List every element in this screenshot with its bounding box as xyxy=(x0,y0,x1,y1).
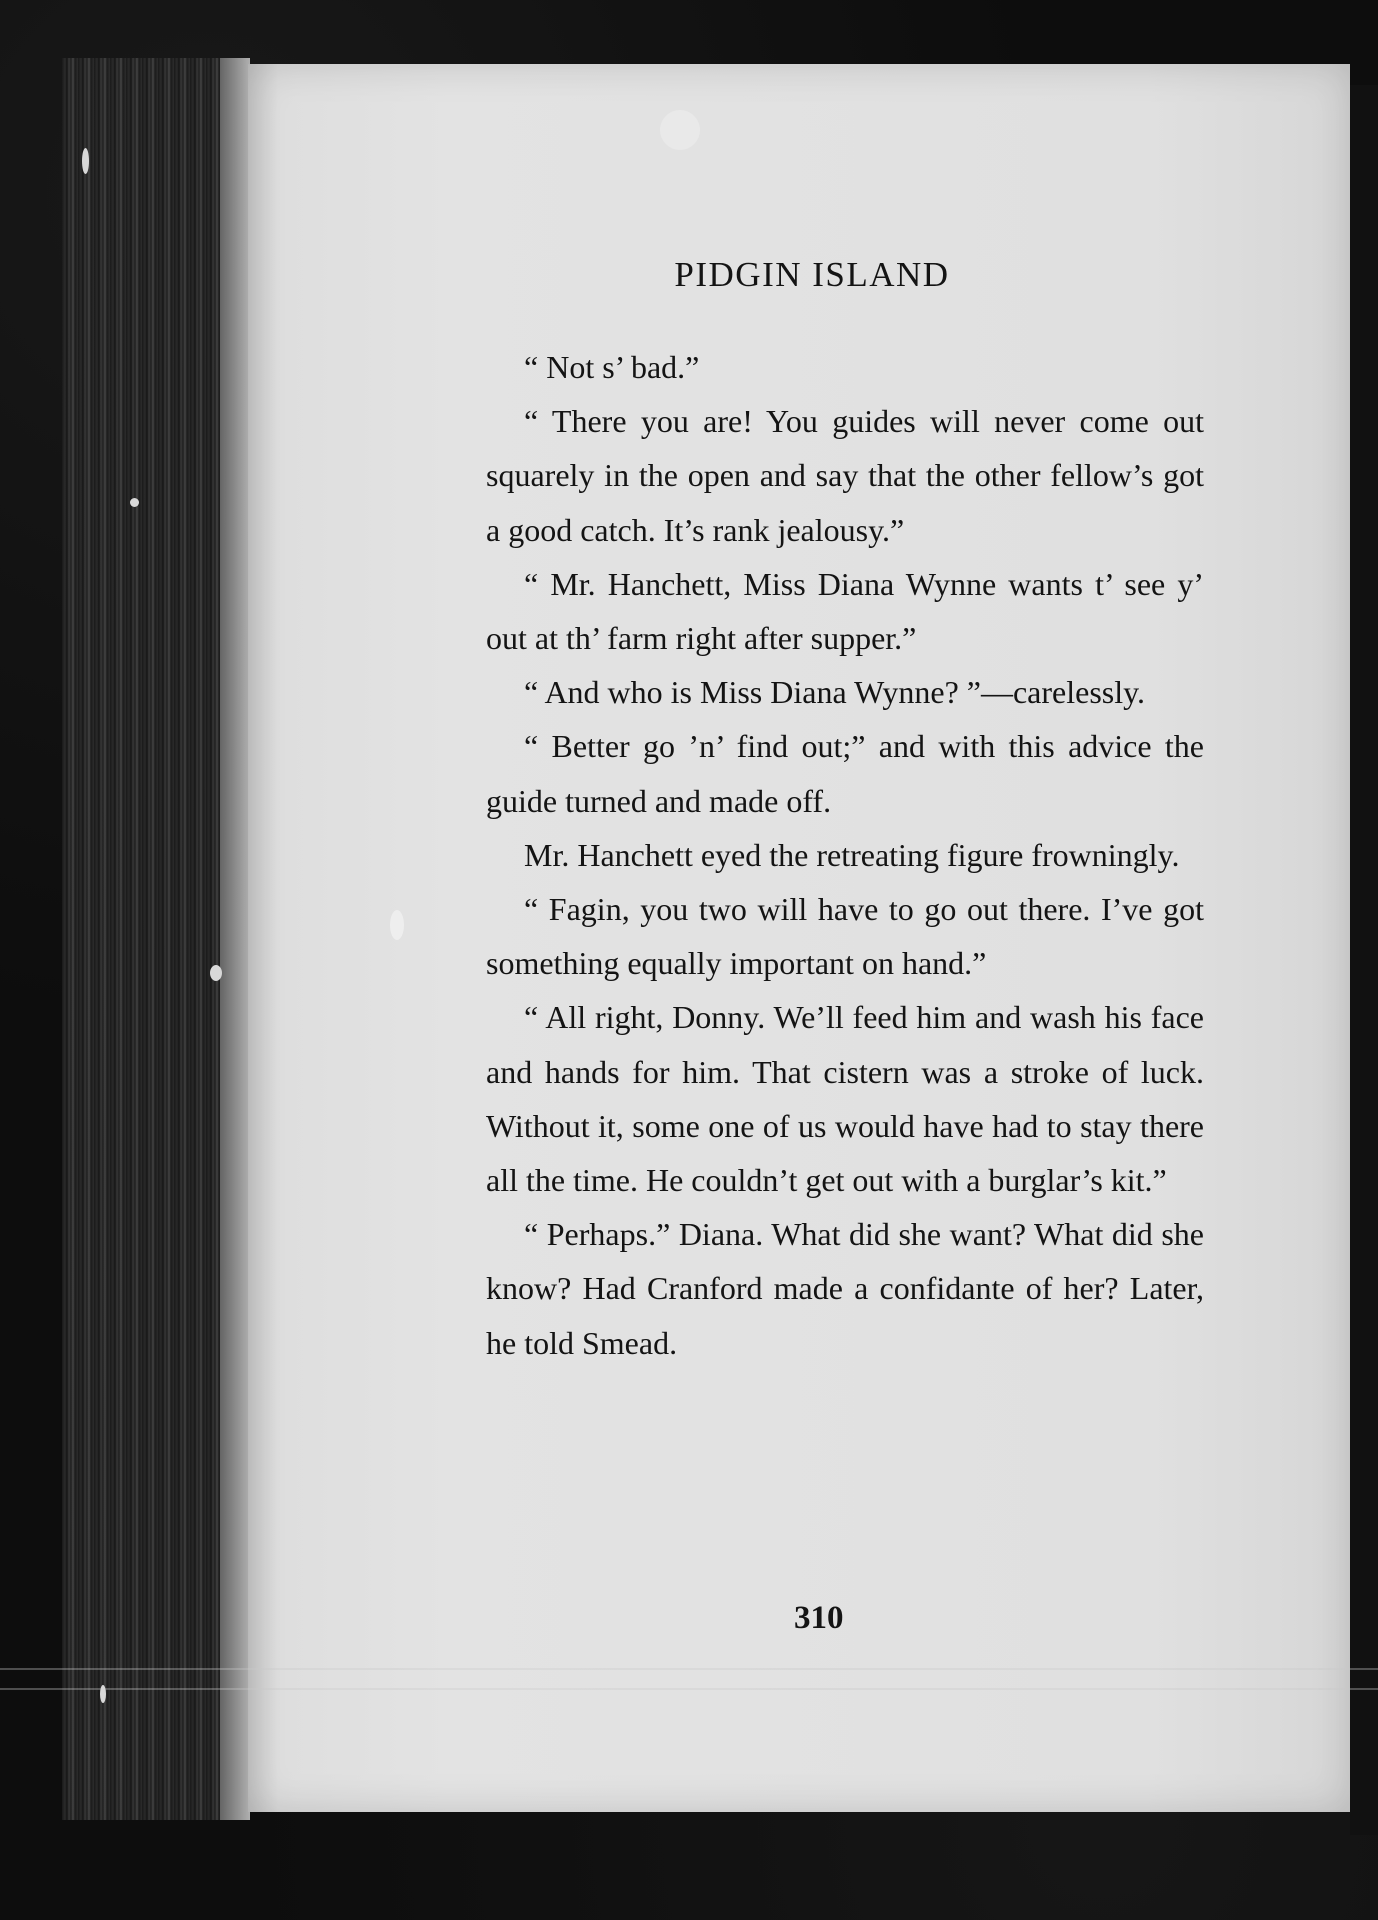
running-head: PIDGIN ISLAND xyxy=(674,255,950,294)
body-text xyxy=(486,340,1204,1370)
paragraph: “ Perhaps.” Diana. What did she want? What did she know? Had Cranford made a confidante of her? Later, he told Smead. xyxy=(486,1216,1204,1361)
paragraph: “ All right, Donny. We’ll feed him and wash his face and hands for him. That cistern was a stroke of luck. Without it, some one of us would have had to stay there all the time. He couldn’t get out with a burglar’s kit.” xyxy=(486,999,1204,1199)
paragraph: “ Fagin, you two will have to go out there. I’ve got something equally important on hand.” xyxy=(486,891,1204,982)
paragraph: “ There you are! You guides will never come out squarely in the open and say that the other fellow’s got a good catch. It’s rank jealousy.” xyxy=(486,403,1204,548)
scan-line xyxy=(0,1668,1378,1670)
page-number: 310 xyxy=(794,1600,844,1636)
paragraph: “ Better go ’n’ find out;” and with this advice the guide turned and made off. xyxy=(486,728,1204,819)
paragraph: “ And who is Miss Diana Wynne? ”—carelessly. xyxy=(524,674,1146,711)
paragraph: “ Mr. Hanchett, Miss Diana Wynne wants t’ see y’ out at th’ farm right after supper.” xyxy=(486,565,1204,657)
dust-speck xyxy=(100,1685,106,1703)
paragraph: “ Not s’ bad.” xyxy=(524,349,700,385)
dust-speck xyxy=(82,148,89,174)
dust-speck xyxy=(210,965,222,981)
dust-speck xyxy=(660,110,700,150)
scan-line xyxy=(0,1688,1378,1690)
dust-speck xyxy=(130,498,139,507)
dust-speck xyxy=(390,910,404,940)
paragraph: Mr. Hanchett eyed the retreating figure frowningly. xyxy=(524,836,1180,873)
book-page-edges xyxy=(62,58,250,1820)
right-shadow xyxy=(1350,85,1378,1835)
